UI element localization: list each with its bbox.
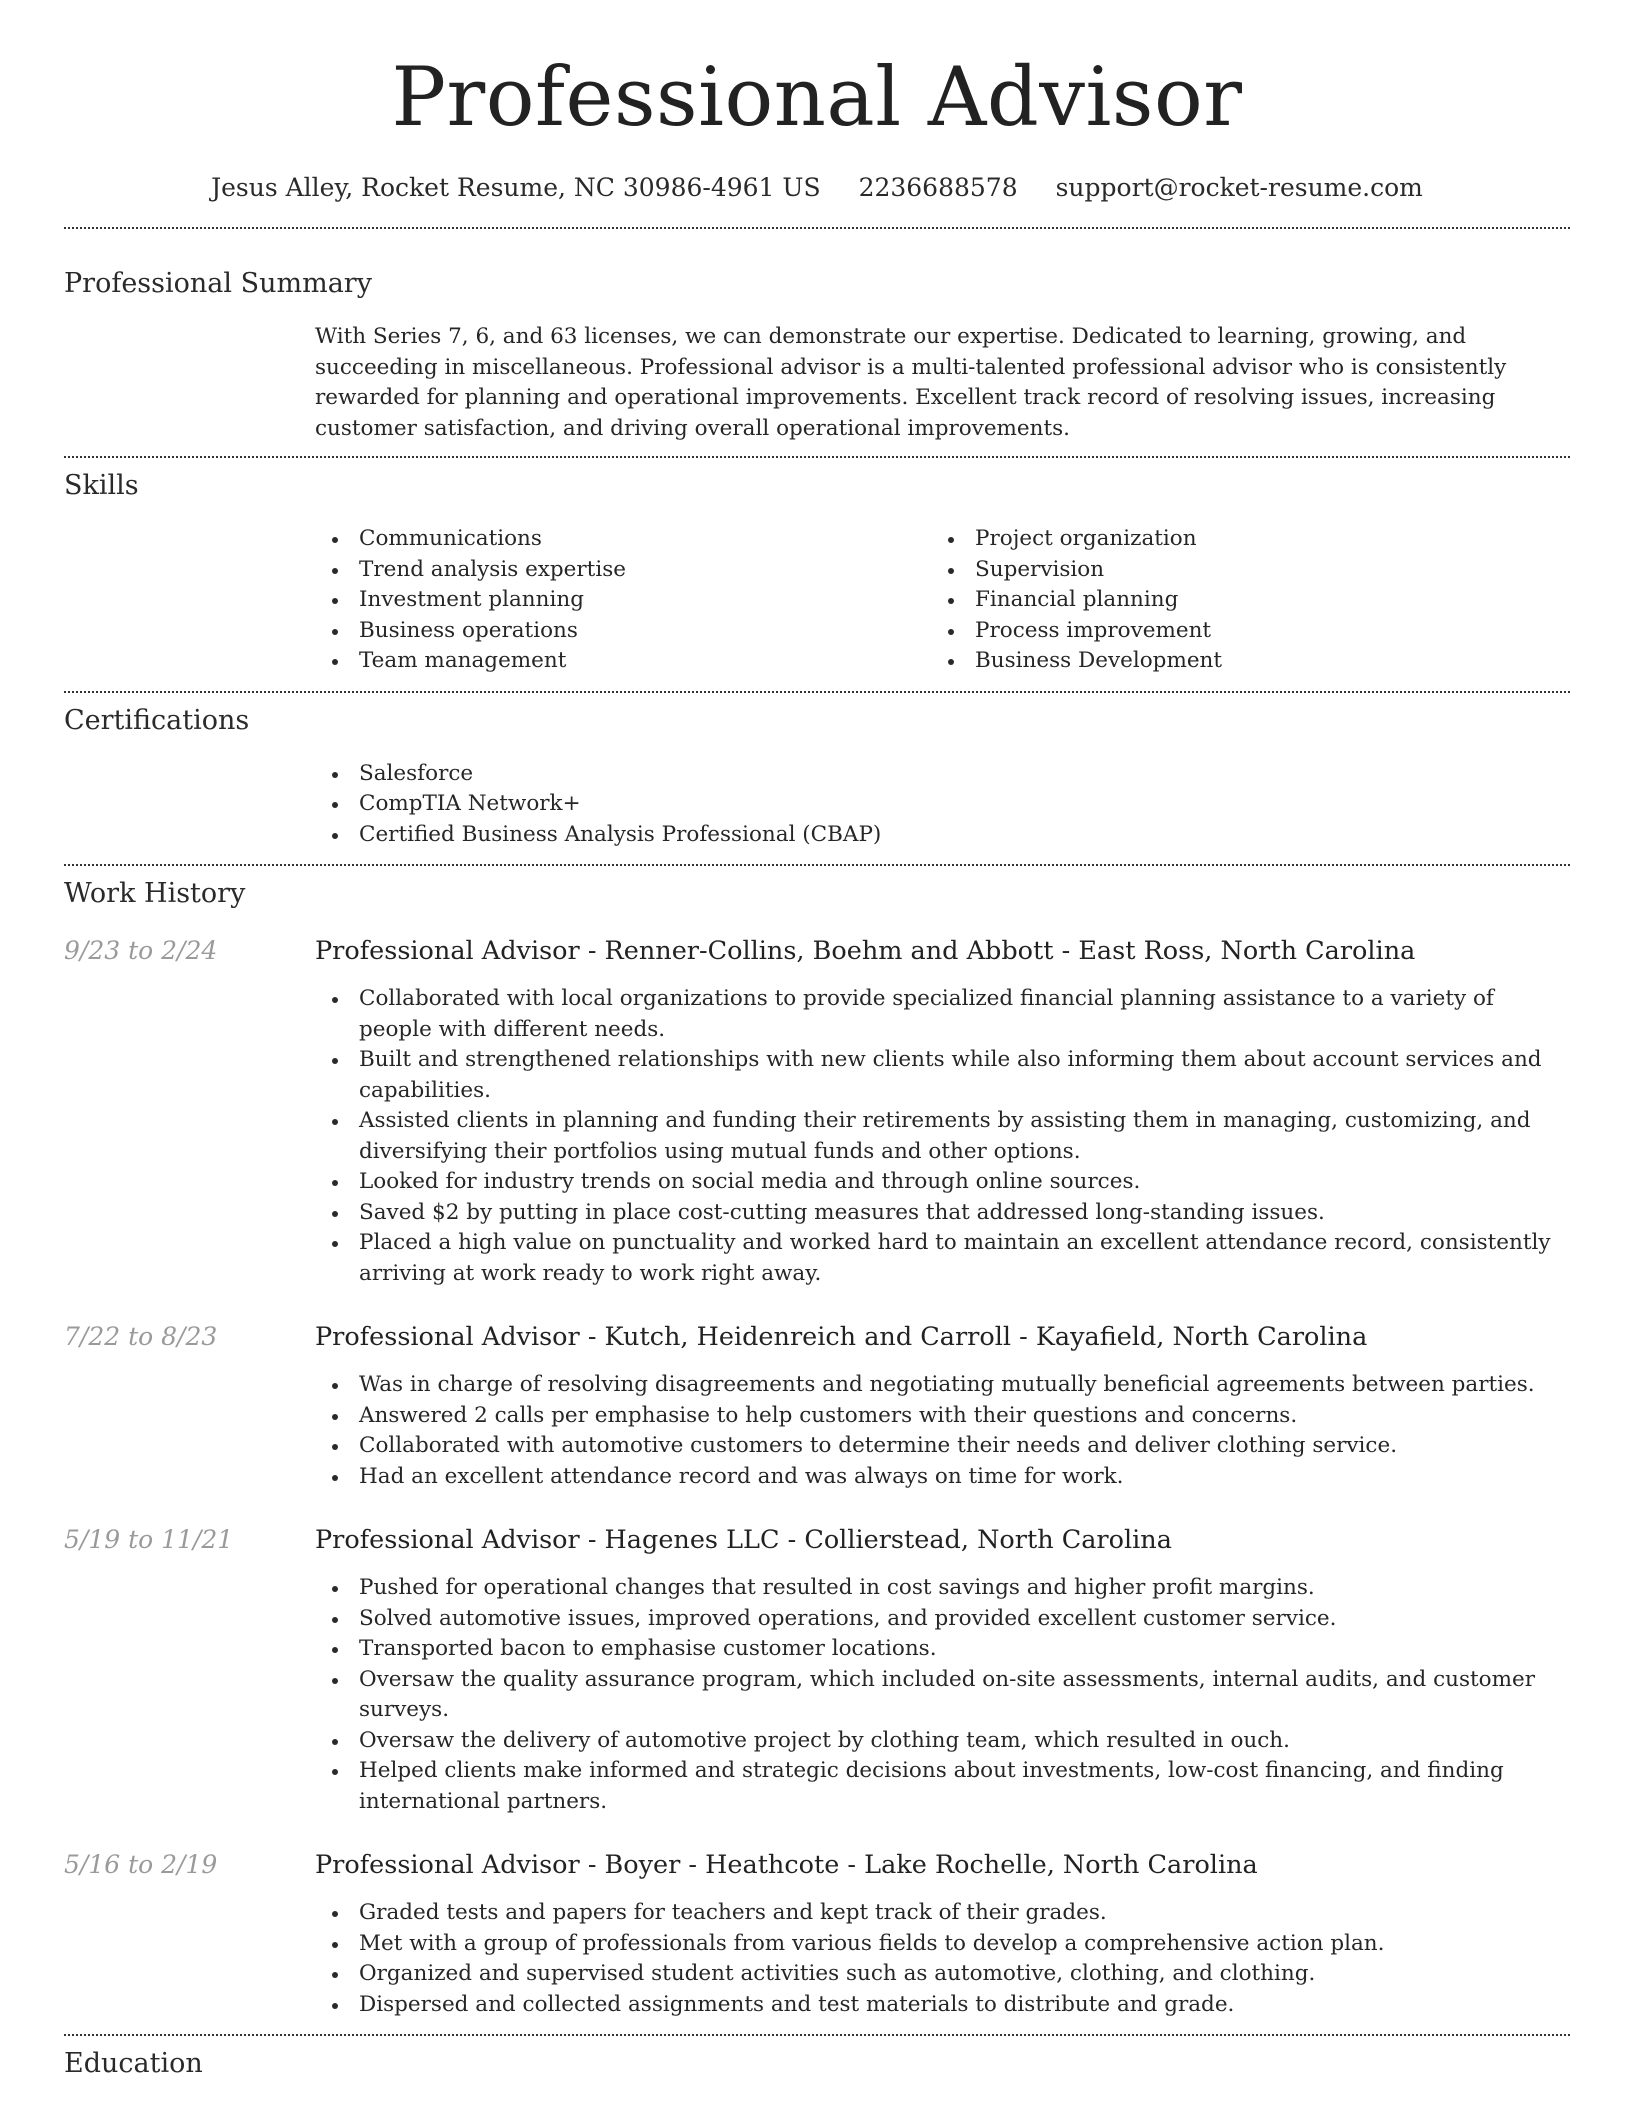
contact-address: Jesus Alley, Rocket Resume, NC 30986-4961 US bbox=[211, 173, 821, 202]
contact-phone: 2236688578 bbox=[858, 173, 1018, 202]
job-dates: 7/22 to 8/23 bbox=[64, 1322, 218, 1351]
job-bullets bbox=[315, 1573, 1570, 1817]
job-entry bbox=[64, 1321, 1570, 1492]
certification-item: Salesforce bbox=[315, 759, 1570, 790]
skills-section bbox=[315, 524, 1570, 677]
skill-item: Process improvement bbox=[931, 616, 1547, 647]
section-divider bbox=[64, 2034, 1570, 2036]
skill-item: Project organization bbox=[931, 524, 1547, 555]
skills-list-right bbox=[931, 524, 1547, 677]
job-bullet: Dispersed and collected assignments and test materials to distribute and grade. bbox=[315, 1990, 1570, 2021]
job-bullet: Assisted clients in planning and funding their retirements by assisting them in managing, customizing, and diversifying their portfolios using mutual funds and other options. bbox=[315, 1106, 1570, 1167]
job-title: Professional Advisor - Kutch, Heidenreich and Carroll - Kayafield, North Carolina bbox=[315, 1322, 1368, 1352]
contact-email: support@rocket-resume.com bbox=[1055, 173, 1423, 202]
job-bullet: Met with a group of professionals from various fields to develop a comprehensive action plan. bbox=[315, 1929, 1570, 1960]
job-entry bbox=[64, 1849, 1570, 2020]
job-bullet: Looked for industry trends on social media and through online sources. bbox=[315, 1167, 1570, 1198]
job-entry bbox=[64, 935, 1570, 1289]
skills-section-title: Skills bbox=[64, 470, 139, 501]
job-dates: 5/19 to 11/21 bbox=[64, 1525, 234, 1554]
job-details bbox=[315, 935, 1570, 1289]
job-title: Professional Advisor - Boyer - Heathcote - Lake Rochelle, North Carolina bbox=[315, 1850, 1258, 1880]
skill-item: Trend analysis expertise bbox=[315, 555, 931, 586]
job-bullet: Had an excellent attendance record and was always on time for work. bbox=[315, 1462, 1570, 1493]
job-entry bbox=[64, 1524, 1570, 1817]
contact-line bbox=[64, 172, 1570, 204]
resume-page bbox=[64, 0, 1570, 2080]
skill-item: Financial planning bbox=[931, 585, 1547, 616]
section-divider bbox=[64, 456, 1570, 458]
certification-item: Certified Business Analysis Professional (CBAP) bbox=[315, 820, 1570, 851]
job-dates: 9/23 to 2/24 bbox=[64, 936, 218, 965]
job-bullet: Collaborated with local organizations to provide specialized financial planning assistance to a variety of people with different needs. bbox=[315, 984, 1570, 1045]
resume-name: Professional Advisor bbox=[391, 51, 1243, 145]
certifications-section-title: Certifications bbox=[64, 704, 250, 736]
skill-item: Communications bbox=[315, 524, 931, 555]
job-title: Professional Advisor - Renner-Collins, Boehm and Abbott - East Ross, North Carolina bbox=[315, 936, 1416, 966]
job-bullet: Helped clients make informed and strategic decisions about investments, low-cost financing, and finding international partners. bbox=[315, 1756, 1570, 1817]
job-details bbox=[315, 1524, 1570, 1817]
job-bullet: Graded tests and papers for teachers and kept track of their grades. bbox=[315, 1898, 1570, 1929]
skill-item: Investment planning bbox=[315, 585, 931, 616]
work-history-section-title: Work History bbox=[64, 878, 246, 909]
job-bullets bbox=[315, 1898, 1570, 2020]
job-dates: 5/16 to 2/19 bbox=[64, 1850, 218, 1879]
job-bullet: Pushed for operational changes that resulted in cost savings and higher profit margins. bbox=[315, 1573, 1570, 1604]
skill-item: Team management bbox=[315, 646, 931, 677]
job-bullet: Built and strengthened relationships with new clients while also informing them about account services and capabilities. bbox=[315, 1045, 1570, 1106]
education-section-title: Education bbox=[64, 2048, 203, 2079]
job-bullets bbox=[315, 984, 1570, 1289]
job-bullet: Solved automotive issues, improved operations, and provided excellent customer service. bbox=[315, 1604, 1570, 1635]
job-bullet: Oversaw the delivery of automotive project by clothing team, which resulted in ouch. bbox=[315, 1726, 1570, 1757]
job-bullet: Transported bacon to emphasise customer locations. bbox=[315, 1634, 1570, 1665]
job-bullet: Collaborated with automotive customers to determine their needs and deliver clothing service. bbox=[315, 1431, 1570, 1462]
skill-item: Business operations bbox=[315, 616, 931, 647]
section-divider bbox=[64, 227, 1570, 229]
section-divider bbox=[64, 691, 1570, 693]
summary-section bbox=[315, 322, 1570, 444]
skills-list-left bbox=[315, 524, 931, 677]
job-bullets bbox=[315, 1370, 1570, 1492]
skill-item: Supervision bbox=[931, 555, 1547, 586]
job-bullet: Organized and supervised student activities such as automotive, clothing, and clothing. bbox=[315, 1959, 1570, 1990]
summary-text: With Series 7, 6, and 63 licenses, we can demonstrate our expertise. Dedicated to learning, growing, and succeeding in miscellaneous. Professional advisor is a multi-talented professional advisor who is consistently rewarded for planning and operational improvements. Excellent track record of resolving issues, increasing customer satisfaction, and driving overall operational improvements. bbox=[315, 324, 1507, 441]
certifications-section bbox=[315, 759, 1570, 851]
section-divider bbox=[64, 864, 1570, 866]
job-bullet: Oversaw the quality assurance program, which included on-site assessments, internal audits, and customer surveys. bbox=[315, 1665, 1570, 1726]
job-title: Professional Advisor - Hagenes LLC - Collierstead, North Carolina bbox=[315, 1525, 1172, 1555]
certification-item: CompTIA Network+ bbox=[315, 789, 1570, 820]
job-details bbox=[315, 1321, 1570, 1492]
skill-item: Business Development bbox=[931, 646, 1547, 677]
job-bullet: Placed a high value on punctuality and worked hard to maintain an excellent attendance record, consistently arriving at work ready to work right away. bbox=[315, 1228, 1570, 1289]
job-bullet: Answered 2 calls per emphasise to help customers with their questions and concerns. bbox=[315, 1401, 1570, 1432]
job-bullet: Was in charge of resolving disagreements and negotiating mutually beneficial agreements between parties. bbox=[315, 1370, 1570, 1401]
summary-section-title: Professional Summary bbox=[64, 268, 372, 299]
job-bullet: Saved $2 by putting in place cost-cutting measures that addressed long-standing issues. bbox=[315, 1198, 1570, 1229]
certifications-list bbox=[315, 759, 1570, 851]
job-details bbox=[315, 1849, 1570, 2020]
